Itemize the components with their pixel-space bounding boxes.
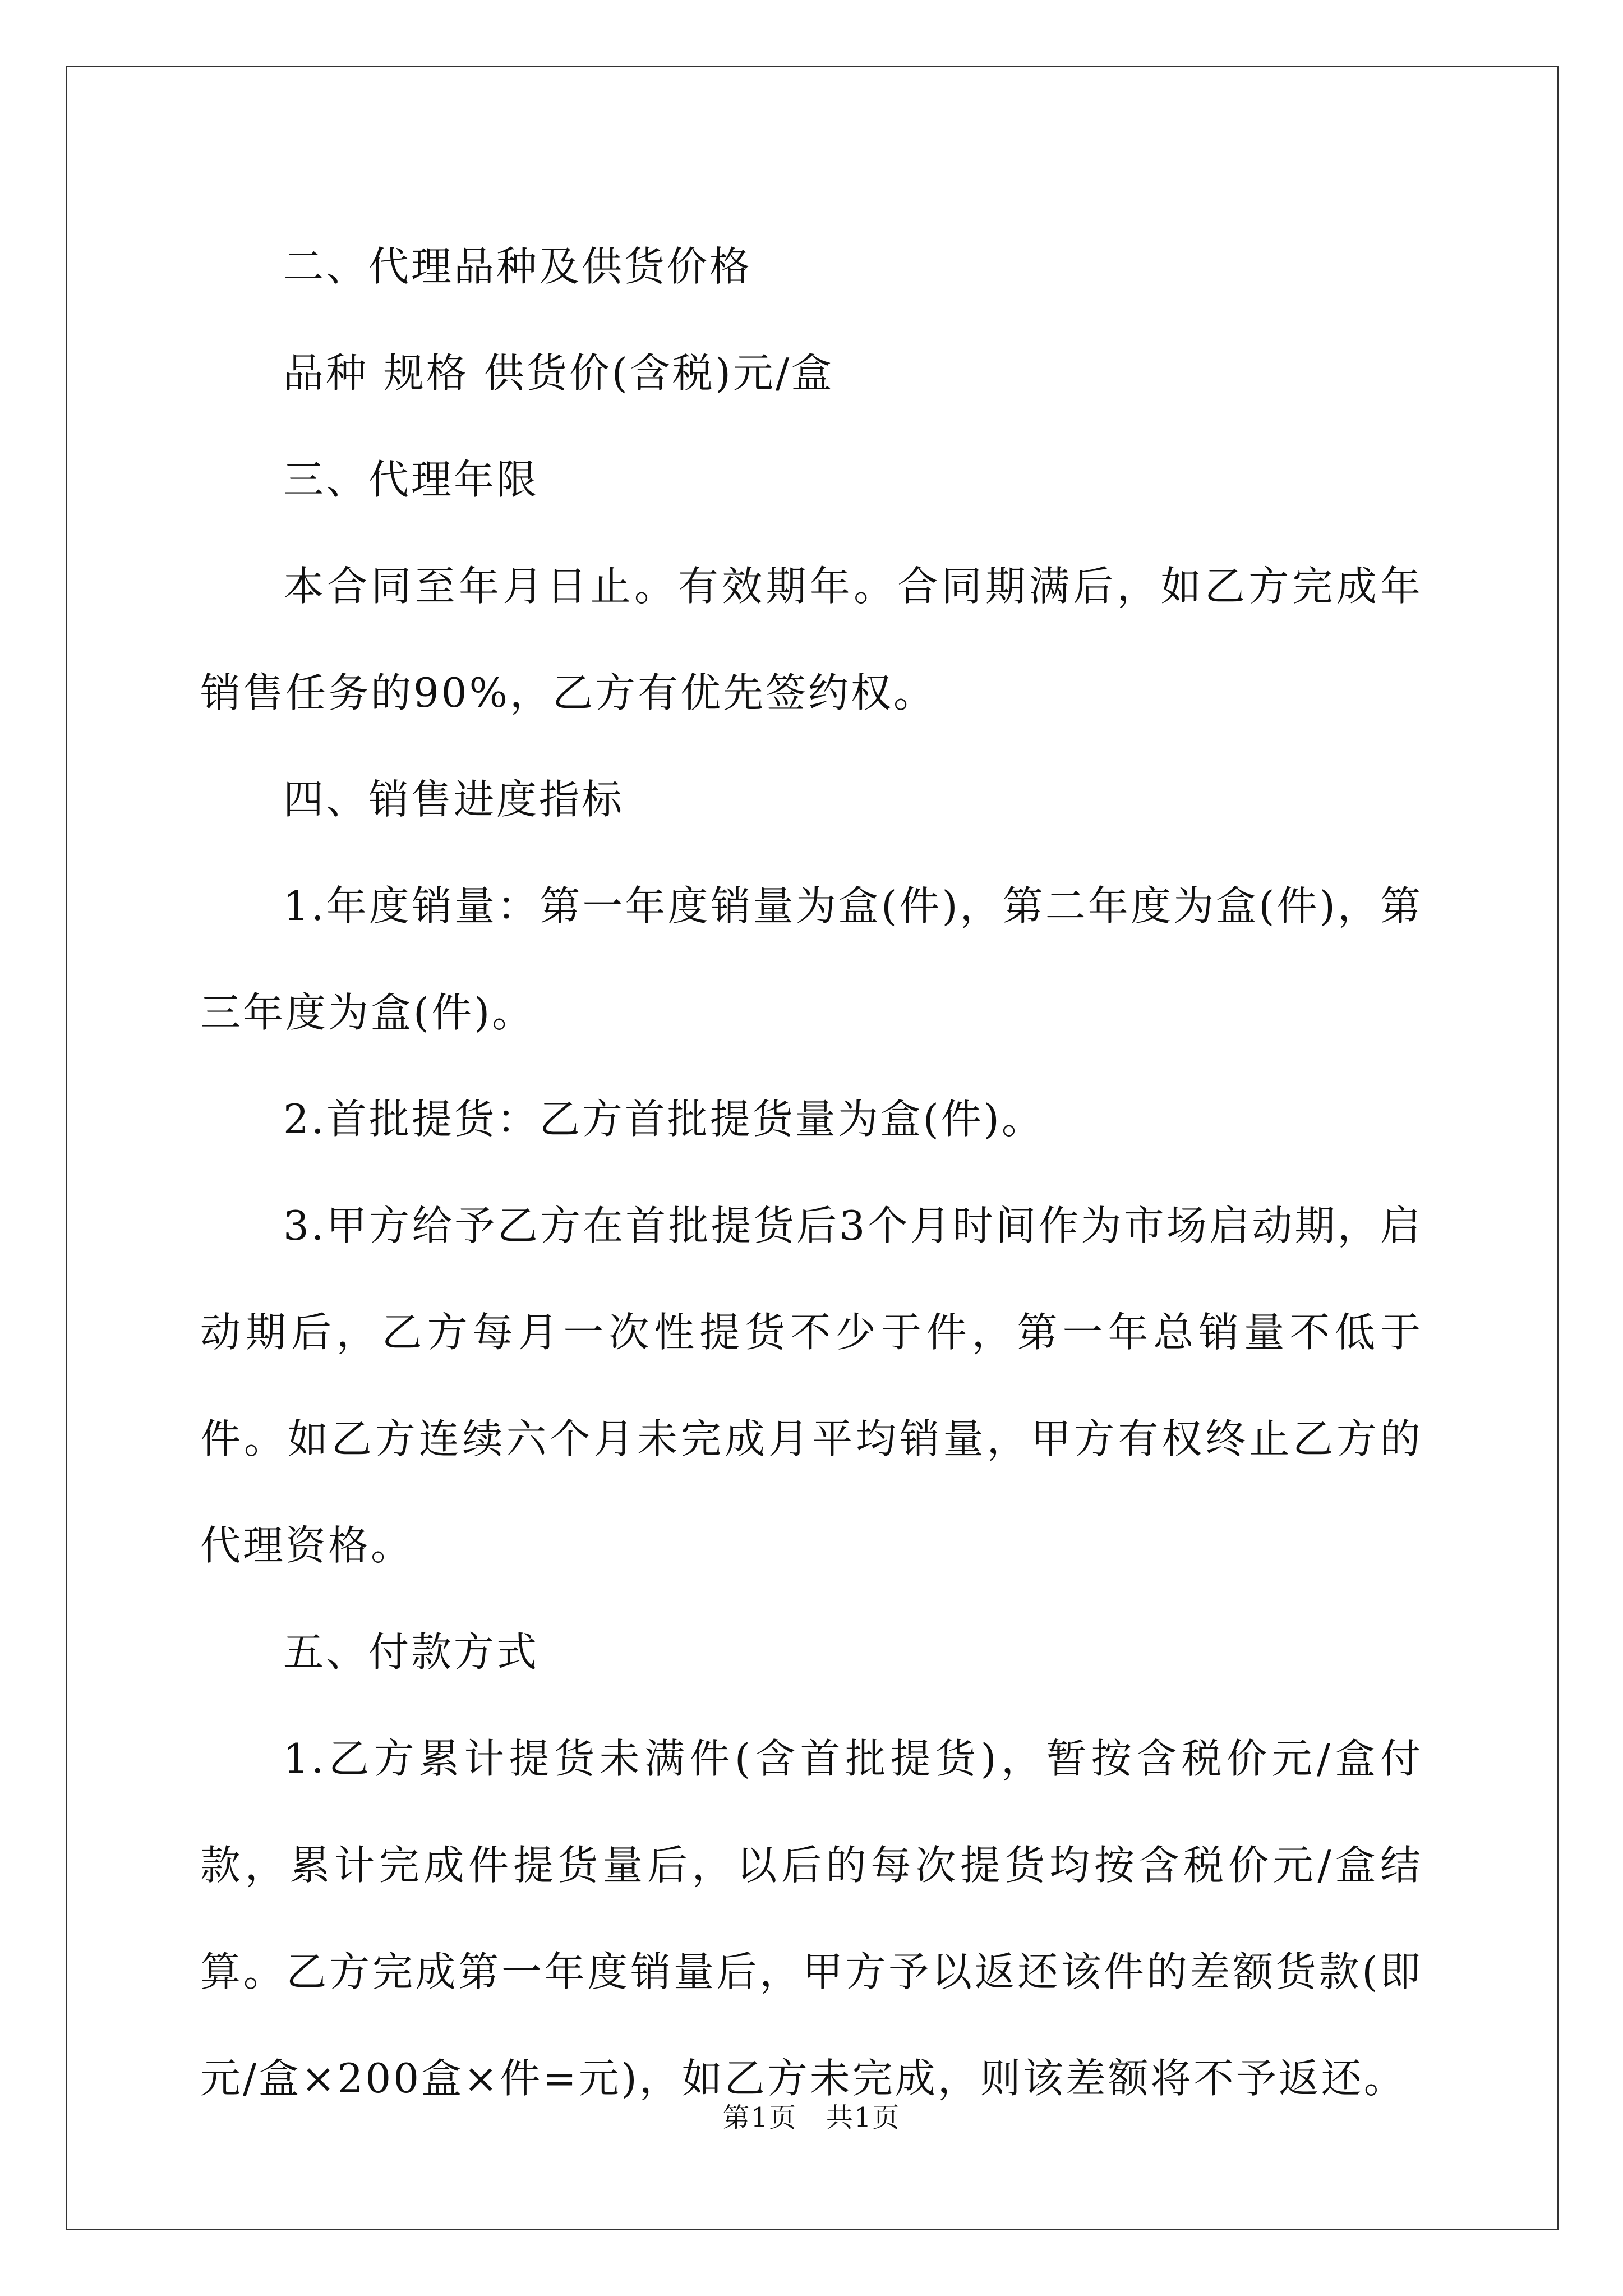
page-footer: [0, 2101, 1623, 2134]
page-number: 第1页: [722, 2102, 797, 2133]
section-heading-sales-targets: 四、销售进度指标: [283, 776, 625, 823]
annual-sales-paragraph: 1.年度销量：第一年度销量为盒(件)，第二年度为盒(件)，第三年度为盒(件)。: [200, 882, 1423, 1036]
agency-term-paragraph: 本合同至年月日止。有效期年。合同期满后，如乙方完成年销售任务的90%，乙方有优先签约权。: [200, 563, 1423, 716]
section-heading-agency-products: 二、代理品种及供货价格: [283, 243, 753, 290]
product-table-header: 品种 规格 供货价(含税)元/盒: [283, 349, 834, 397]
market-launch-paragraph: 3.甲方给予乙方在首批提货后3个月时间作为市场启动期，启动期后，乙方每月一次性提货不少于件，第一年总销量不低于件。如乙方连续六个月未完成月平均销量，甲方有权终止乙方的代理资格。: [200, 1202, 1423, 1569]
payment-terms-paragraph: 1.乙方累计提货未满件(含首批提货)，暂按含税价元/盒付款，累计完成件提货量后，以后的每次提货均按含税价元/盒结算。乙方完成第一年度销量后，甲方予以返还该件的差额货款(即元/盒×200盒×件=元)，如乙方未完成，则该差额将不予返还。: [200, 1735, 1423, 2102]
section-heading-payment: 五、付款方式: [283, 1628, 540, 1676]
document-body: [200, 213, 1423, 2132]
page-total: 共1页: [826, 2102, 901, 2133]
section-heading-agency-term: 三、代理年限: [283, 456, 540, 503]
first-order-paragraph: 2.首批提货：乙方首批提货量为盒(件)。: [283, 1096, 1044, 1143]
